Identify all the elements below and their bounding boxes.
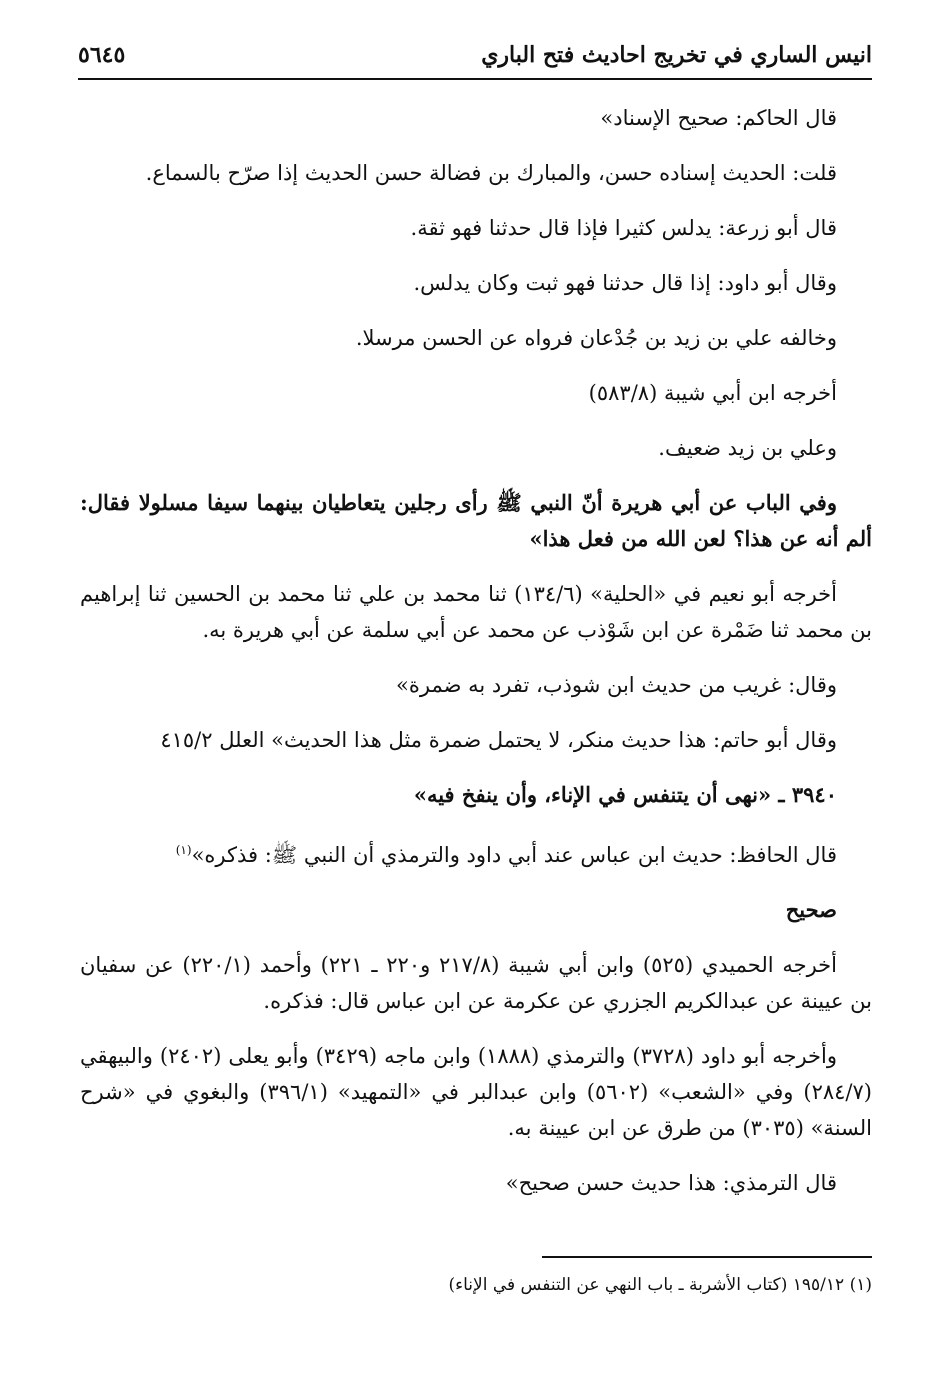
takhrij-paragraph: أخرجه أبو نعيم في «الحلية» (١٣٤/٦) ثنا محمد بن علي ثنا محمد بن الحسين ثنا إبراهيم بن محمد ثنا ضَمْرة عن ابن شَوْذب عن محمد عن أبي سلمة عن أبي هريرة به. bbox=[80, 582, 872, 642]
paragraph: قال أبو زرعة: يدلس كثيرا فإذا قال حدثنا فهو ثقة. bbox=[410, 216, 837, 240]
paragraph: وقال أبو داود: إذا قال حدثنا فهو ثبت وكان يدلس. bbox=[413, 271, 837, 295]
paragraph: أخرجه ابن أبي شيبة (٥٨٣/٨) bbox=[588, 381, 837, 405]
page-number: ٥٦٤٥ bbox=[78, 42, 126, 68]
paragraph: وعلي بن زيد ضعيف. bbox=[658, 436, 837, 460]
takhrij-paragraph: وقال: غريب من حديث ابن شوذب، تفرد به ضمرة» bbox=[396, 673, 837, 697]
paragraph: وخالفه علي بن زيد بن جُدْعان فرواه عن الحسن مرسلا. bbox=[355, 326, 837, 350]
hafiz-paragraph bbox=[80, 832, 872, 873]
sahih-paragraph: وأخرجه أبو داود (٣٧٢٨) والترمذي (١٨٨٨) وابن ماجه (٣٤٢٩) وأبو يعلى (٢٤٠٢) والبيهقي (٢٨٤/٧) وفي «الشعب» (٥٦٠٢) وابن عبدالبر في «التمهيد» (٣٩٦/١) والبغوي في «شرح السنة» (٣٠٣٥) من طرق عن ابن عيينة به. bbox=[80, 1044, 872, 1140]
hafiz-text: قال الحافظ: حديث ابن عباس عند أبي داود والترمذي أن النبي ﷺ: فذكره» bbox=[191, 843, 837, 867]
takhrij-paragraph: وقال أبو حاتم: هذا حديث منكر، لا يحتمل ضمرة مثل هذا الحديث» العلل ٤١٥/٢ bbox=[160, 728, 837, 752]
bab-paragraph: وفي الباب عن أبي هريرة أنّ النبي ﷺ رأى رجلين يتعاطيان بينهما سيفا مسلولا فقال: ألم أنه عن هذا؟ لعن الله من فعل هذا» bbox=[80, 490, 872, 551]
sahih-paragraph: قال الترمذي: هذا حديث حسن صحيح» bbox=[505, 1171, 837, 1195]
header-title: انيس الساري في تخريج احاديث فتح الباري bbox=[481, 42, 872, 68]
hadith-heading: ٣٩٤٠ ـ «نهى أن يتنفس في الإناء، وأن ينفخ فيه» bbox=[413, 782, 837, 807]
header-rule bbox=[78, 78, 872, 80]
sahih-paragraph: أخرجه الحميدي (٥٢٥) وابن أبي شيبة (٢١٧/٨ و٢٢٠ ـ ٢٢١) وأحمد (٢٢٠/١) عن سفيان بن عيينة عن عبدالكريم الجزري عن عكرمة عن ابن عباس قال: فذكره. bbox=[80, 953, 872, 1013]
grade-heading: صحيح bbox=[785, 897, 837, 922]
paragraph: قال الحاكم: صحيح الإسناد» bbox=[600, 106, 837, 130]
footnote-rule bbox=[542, 1256, 872, 1258]
paragraph: قلت: الحديث إسناده حسن، والمبارك بن فضالة حسن الحديث إذا صرّح بالسماع. bbox=[145, 161, 837, 185]
footnote-reference: (١) bbox=[175, 843, 192, 857]
page-body bbox=[80, 100, 872, 1220]
running-header bbox=[78, 38, 872, 72]
footnote: (١) ١٩٥/١٢ (كتاب الأشربة ـ باب النهي عن التنفس في الإناء) bbox=[448, 1275, 872, 1295]
